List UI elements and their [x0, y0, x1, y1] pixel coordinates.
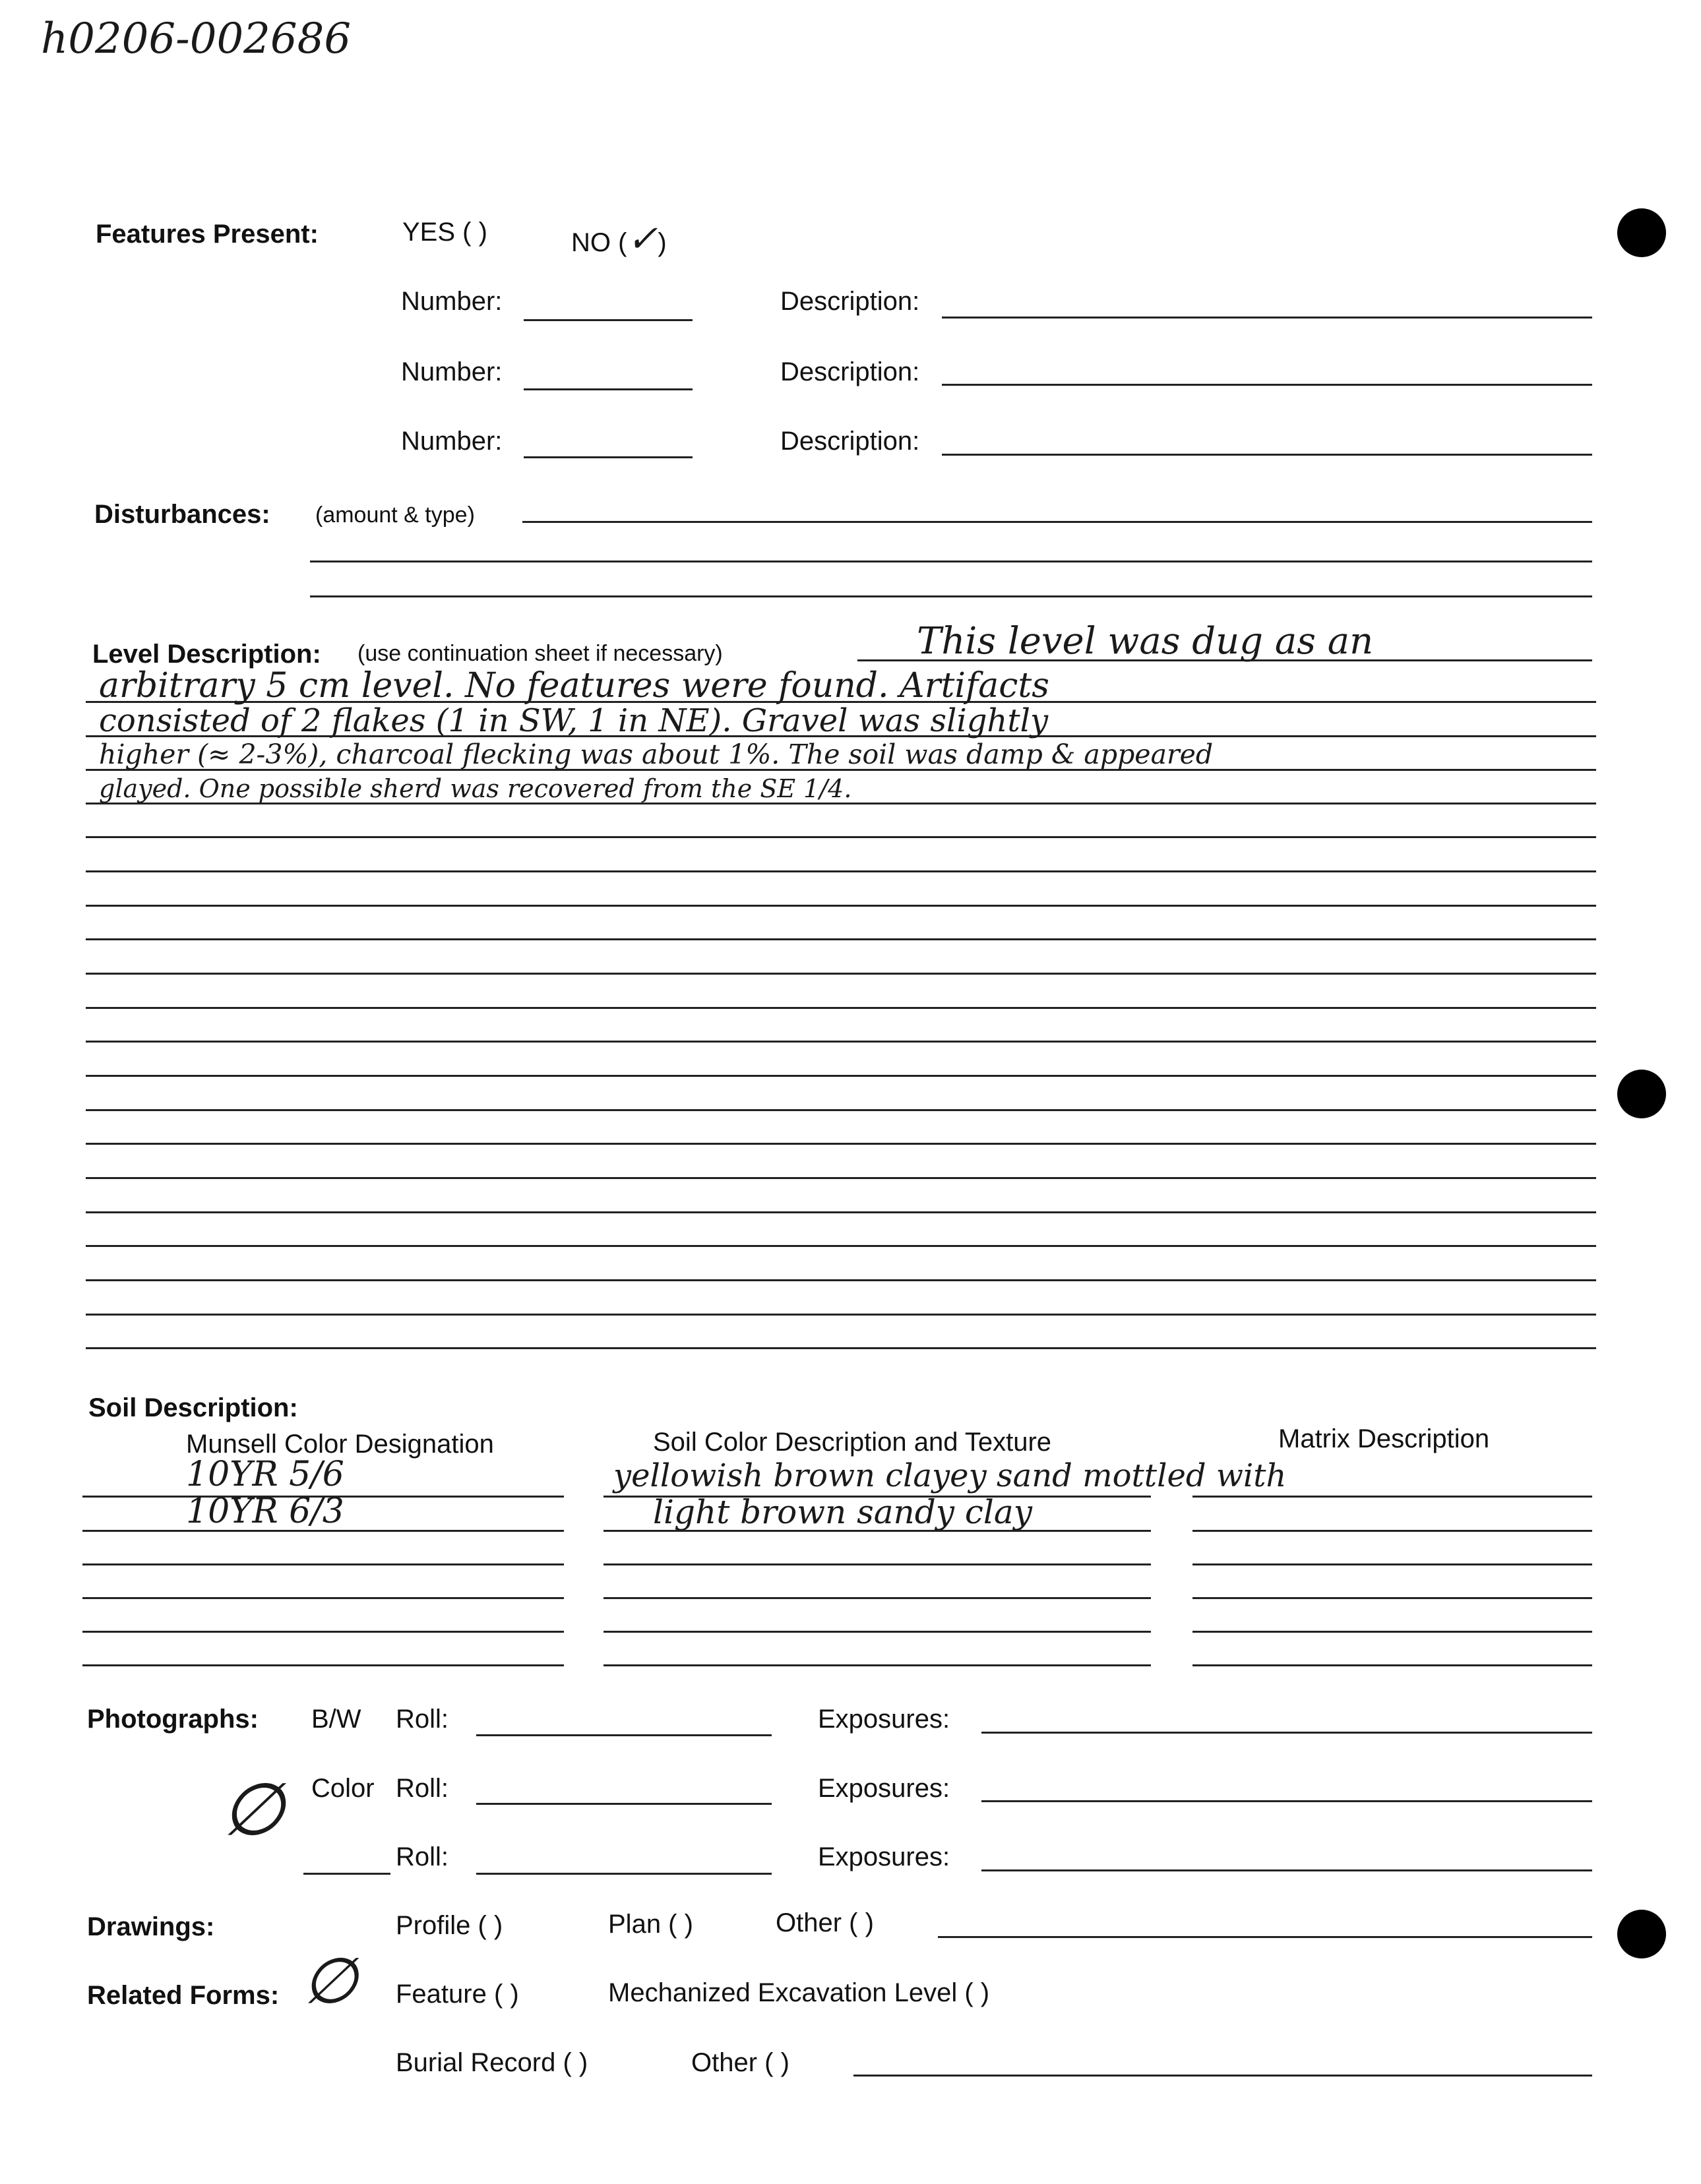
soil-color-value-1: yellowish brown clayey sand mottled with — [613, 1457, 1287, 1494]
feature-description-label-1: Description: — [780, 287, 920, 316]
soil-color-line-3[interactable] — [603, 1563, 1151, 1565]
soil-color-header: Soil Color Description and Texture — [653, 1428, 1052, 1457]
matrix-line-4[interactable] — [1192, 1597, 1592, 1599]
photo-roll-field-2[interactable] — [476, 1803, 772, 1805]
photo-roll-label-1: Roll: — [396, 1705, 449, 1734]
disturbances-line-2[interactable] — [310, 561, 1592, 562]
photo-color-label: Color — [311, 1774, 375, 1803]
level-handwriting-2: arbitrary 5 cm level. No features were found. Artifacts — [99, 666, 1049, 706]
disturbances-line-1[interactable] — [522, 521, 1592, 523]
photo-type-field-3[interactable] — [303, 1873, 390, 1875]
features-no-option[interactable] — [571, 218, 667, 260]
photo-roll-field-1[interactable] — [476, 1734, 772, 1736]
matrix-line-5[interactable] — [1192, 1631, 1592, 1633]
level-line-21[interactable] — [86, 1347, 1596, 1349]
photo-exposures-label-3: Exposures: — [818, 1842, 950, 1871]
feature-number-label-3: Number: — [401, 427, 503, 456]
level-description-label: Level Description: — [92, 640, 321, 669]
features-present-label: Features Present: — [96, 220, 319, 249]
munsell-value-2: 10YR 6/3 — [186, 1492, 344, 1531]
level-line-8[interactable] — [86, 905, 1596, 907]
drawing-profile-option[interactable]: Profile ( ) — [396, 1911, 503, 1940]
photo-mark: ∅ — [221, 1767, 284, 1852]
level-line-7[interactable] — [86, 870, 1596, 872]
photo-roll-field-3[interactable] — [476, 1873, 772, 1875]
related-burial-option[interactable]: Burial Record ( ) — [396, 2048, 588, 2077]
document-id: h0206-002686 — [41, 15, 352, 63]
feature-description-label-2: Description: — [780, 357, 920, 386]
related-forms-mark: ∅ — [302, 1944, 357, 2018]
disturbances-line-3[interactable] — [310, 595, 1592, 597]
photo-exposures-label-1: Exposures: — [818, 1705, 950, 1734]
munsell-line-3[interactable] — [82, 1563, 564, 1565]
level-line-15[interactable] — [86, 1143, 1596, 1145]
drawings-label: Drawings: — [87, 1912, 215, 1941]
disturbances-label: Disturbances: — [94, 500, 270, 529]
disturbances-hint: (amount & type) — [315, 502, 475, 528]
munsell-line-4[interactable] — [82, 1597, 564, 1599]
feature-description-field-1[interactable] — [942, 317, 1592, 318]
binder-hole-middle — [1617, 1070, 1666, 1118]
photo-exposures-field-1[interactable] — [981, 1732, 1592, 1734]
drawing-other-option[interactable]: Other ( ) — [776, 1908, 874, 1937]
level-line-14[interactable] — [86, 1109, 1596, 1111]
level-handwriting-1: This level was dug as an — [917, 620, 1374, 663]
feature-description-field-2[interactable] — [942, 384, 1592, 386]
level-description-hint: (use continuation sheet if necessary) — [357, 641, 723, 666]
level-line-11[interactable] — [86, 1007, 1596, 1009]
drawing-plan-option[interactable]: Plan ( ) — [608, 1910, 693, 1939]
soil-color-line-6[interactable] — [603, 1664, 1151, 1666]
feature-number-label-1: Number: — [401, 287, 503, 316]
level-line-16[interactable] — [86, 1177, 1596, 1179]
related-mechanized-option[interactable]: Mechanized Excavation Level ( ) — [608, 1978, 990, 2007]
feature-number-field-2[interactable] — [524, 388, 693, 390]
photo-exposures-field-3[interactable] — [981, 1869, 1592, 1871]
level-line-17[interactable] — [86, 1211, 1596, 1213]
features-yes-option[interactable]: YES ( ) — [402, 218, 487, 247]
binder-hole-bottom — [1617, 1910, 1666, 1958]
matrix-line-6[interactable] — [1192, 1664, 1592, 1666]
munsell-header: Munsell Color Designation — [186, 1430, 494, 1459]
level-handwriting-5: glayed. One possible sherd was recovered from the SE 1/4. — [99, 774, 852, 803]
binder-hole-top — [1617, 208, 1666, 257]
level-line-19[interactable] — [86, 1279, 1596, 1281]
soil-color-line-4[interactable] — [603, 1597, 1151, 1599]
matrix-line-2[interactable] — [1192, 1530, 1592, 1532]
level-handwriting-3: consisted of 2 flakes (1 in SW, 1 in NE). Gravel was slightly — [99, 702, 1049, 739]
level-line-9[interactable] — [86, 938, 1596, 940]
soil-color-value-2: light brown sandy clay — [653, 1493, 1032, 1531]
soil-color-line-5[interactable] — [603, 1631, 1151, 1633]
related-other-option[interactable]: Other ( ) — [691, 2048, 789, 2077]
related-forms-label: Related Forms: — [87, 1981, 280, 2010]
level-line-20[interactable] — [86, 1314, 1596, 1316]
features-no-close: ) — [658, 228, 667, 257]
photo-bw-label: B/W — [311, 1705, 361, 1734]
photographs-label: Photographs: — [87, 1705, 259, 1734]
matrix-line-3[interactable] — [1192, 1563, 1592, 1565]
feature-description-label-3: Description: — [780, 427, 920, 456]
level-line-18[interactable] — [86, 1245, 1596, 1247]
related-other-field[interactable] — [853, 2075, 1592, 2077]
soil-description-label: Soil Description: — [88, 1393, 298, 1422]
photo-exposures-field-2[interactable] — [981, 1800, 1592, 1802]
level-line-13[interactable] — [86, 1075, 1596, 1077]
level-handwriting-4: higher (≈ 2-3%), charcoal flecking was about 1%. The soil was damp & appeared — [99, 739, 1214, 770]
munsell-line-6[interactable] — [82, 1664, 564, 1666]
level-line-12[interactable] — [86, 1041, 1596, 1043]
photo-exposures-label-2: Exposures: — [818, 1774, 950, 1803]
related-feature-option[interactable]: Feature ( ) — [396, 1980, 519, 2009]
feature-number-label-2: Number: — [401, 357, 503, 386]
feature-number-field-1[interactable] — [524, 319, 693, 321]
drawing-other-field[interactable] — [938, 1936, 1592, 1938]
features-no-checkmark: ✓ — [627, 218, 658, 260]
munsell-value-1: 10YR 5/6 — [186, 1455, 344, 1494]
matrix-line-1[interactable] — [1192, 1496, 1592, 1498]
level-line-6[interactable] — [86, 836, 1596, 838]
munsell-line-5[interactable] — [82, 1631, 564, 1633]
feature-description-field-3[interactable] — [942, 454, 1592, 456]
photo-roll-label-3: Roll: — [396, 1842, 449, 1871]
features-no-label: NO ( — [571, 228, 627, 257]
matrix-header: Matrix Description — [1278, 1424, 1490, 1453]
photo-roll-label-2: Roll: — [396, 1774, 449, 1803]
level-line-10[interactable] — [86, 973, 1596, 975]
feature-number-field-3[interactable] — [524, 456, 693, 458]
